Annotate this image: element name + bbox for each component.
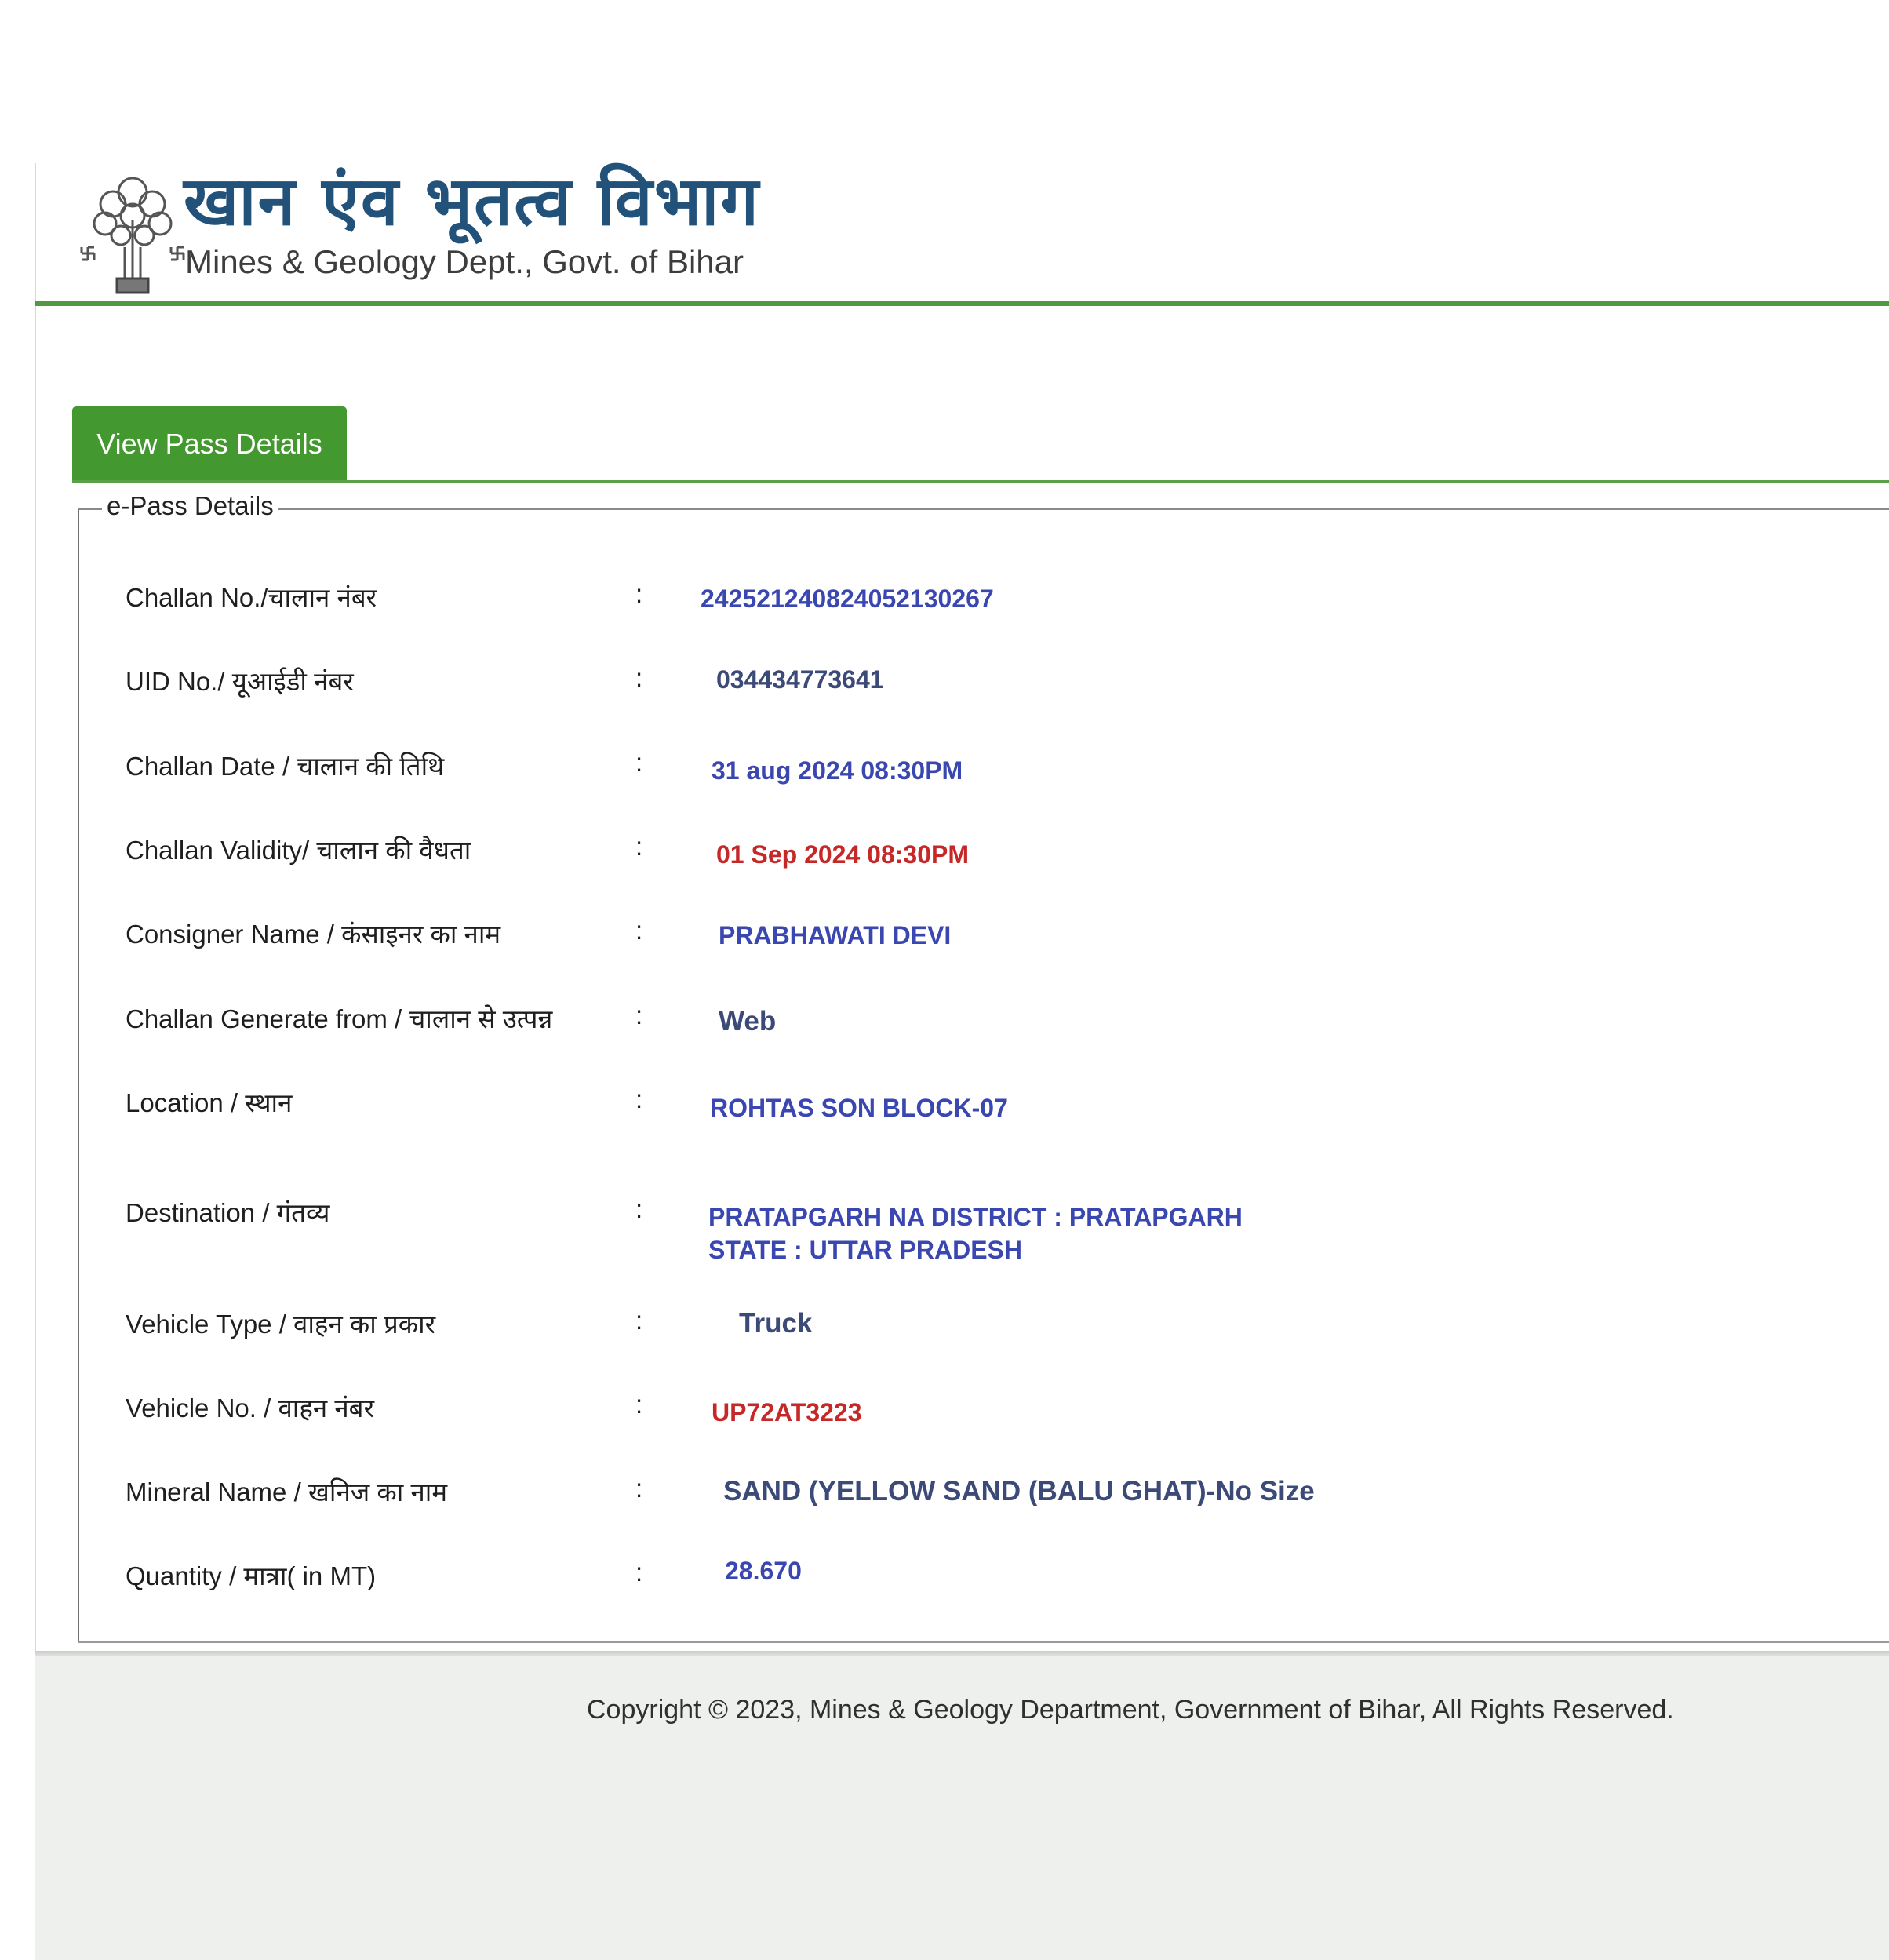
- row-separator: :: [635, 832, 643, 861]
- left-border: [35, 163, 36, 1651]
- row-separator: :: [635, 579, 643, 608]
- row-separator: :: [635, 1306, 643, 1335]
- generate-from-value: Web: [719, 1006, 777, 1036]
- challan-validity-value: 01 Sep 2024 08:30PM: [716, 840, 969, 869]
- row-label: Consigner Name / कंसाइनर का नाम: [126, 920, 501, 949]
- row-separator: :: [635, 1194, 643, 1223]
- row-label: Challan Validity/ चालान की वैधता: [126, 836, 471, 865]
- row-separator: :: [635, 1000, 643, 1029]
- tab-underline: [72, 480, 1889, 483]
- department-title-hindi: खान एंव भूतत्व विभाग: [184, 162, 760, 241]
- row-label: Location / स्थान: [126, 1088, 293, 1117]
- row-label: Quantity / मात्रा( in MT): [126, 1561, 377, 1590]
- row-separator: :: [635, 1557, 643, 1587]
- location-value: ROHTAS SON BLOCK-07: [710, 1094, 1008, 1122]
- challan-date-value: 31 aug 2024 08:30PM: [712, 756, 963, 785]
- destination-value: PRATAPGARH NA DISTRICT : PRATAPGARH: [708, 1203, 1243, 1231]
- row-separator: :: [635, 1474, 643, 1503]
- header-divider: [35, 301, 1889, 306]
- row-label: Challan No./चालान नंबर: [126, 583, 377, 612]
- row-separator: :: [635, 663, 643, 692]
- row-separator: :: [635, 748, 643, 777]
- row-separator: :: [635, 916, 643, 945]
- consigner-name-value: PRABHAWATI DEVI: [719, 921, 952, 949]
- vehicle-type-value: Truck: [739, 1308, 813, 1339]
- bodhi-tree-emblem-icon: [58, 161, 199, 298]
- row-label: UID No./ यूआईडी नंबर: [126, 667, 354, 696]
- mineral-name-value: SAND (YELLOW SAND (BALU GHAT)-No Size: [723, 1476, 1315, 1506]
- department-title-english: Mines & Geology Dept., Govt. of Bihar: [185, 243, 744, 280]
- row-label: Destination / गंतव्य: [126, 1198, 330, 1227]
- site-header: [35, 153, 1889, 302]
- tab-view-pass-details[interactable]: View Pass Details: [72, 406, 347, 482]
- uid-value: 034434773641: [716, 665, 884, 694]
- row-separator: :: [635, 1084, 643, 1113]
- row-label: Challan Date / चालान की तिथि: [126, 752, 445, 781]
- row-label: Mineral Name / खनिज का नाम: [126, 1477, 448, 1506]
- row-separator: :: [635, 1390, 643, 1419]
- row-label: Vehicle No. / वाहन नंबर: [126, 1393, 374, 1423]
- challan-number-value: 242521240824052130267: [701, 585, 994, 613]
- fieldset-legend: e-Pass Details: [102, 491, 278, 521]
- copyright-text: Copyright © 2023, Mines & Geology Department, Government of Bihar, All Rights Reserved.: [587, 1695, 1674, 1725]
- vehicle-number-value: UP72AT3223: [712, 1398, 862, 1426]
- row-label: Vehicle Type / वाहन का प्रकार: [126, 1310, 436, 1339]
- quantity-value: 28.670: [725, 1557, 802, 1585]
- row-label: Challan Generate from / चालान से उत्पन्न: [126, 1004, 553, 1033]
- destination-state-value: STATE : UTTAR PRADESH: [708, 1236, 1022, 1264]
